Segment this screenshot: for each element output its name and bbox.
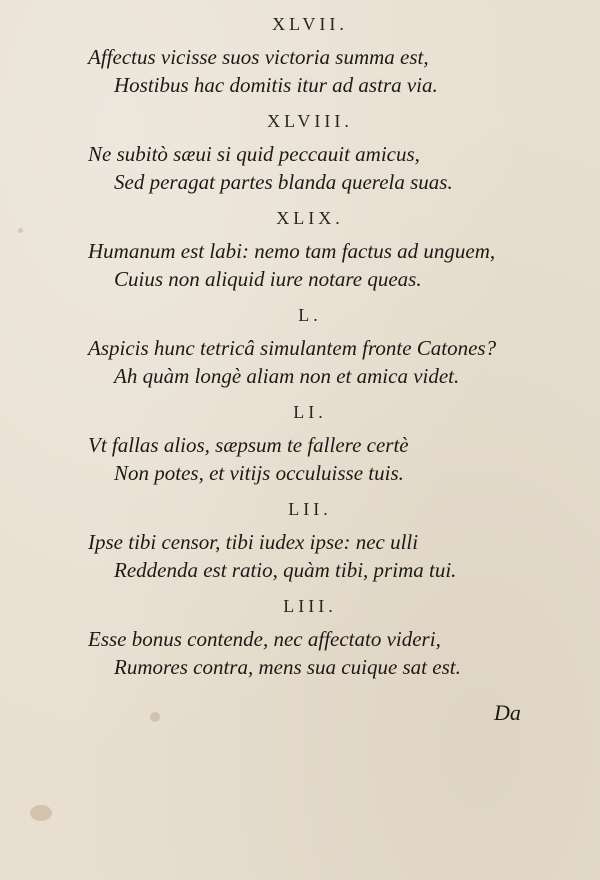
epigram-numeral: XLVIII. (267, 111, 353, 131)
catchword: Da (494, 700, 521, 725)
epigram-51 (0, 402, 600, 487)
verse-line: Esse bonus contende, nec affectato videri, (88, 627, 441, 651)
epigram-50 (0, 305, 600, 390)
foxing-spot (18, 228, 23, 233)
verse-line: Ipse tibi censor, tibi iudex ipse: nec ulli (88, 530, 419, 554)
verse-line: Ne subitò sæui si quid peccauit amicus, (88, 142, 420, 166)
epigram-49 (0, 208, 600, 293)
epigram-numeral: L. (298, 305, 322, 325)
verse-line: Aspicis hunc tetricâ simulantem fronte Catones? (88, 336, 497, 360)
verse-line: Sed peragat partes blanda querela suas. (114, 170, 453, 194)
verse-line: Reddenda est ratio, quàm tibi, prima tui. (114, 558, 457, 582)
epigram-numeral: XLVII. (272, 14, 348, 34)
epigram-48 (0, 111, 600, 196)
epigram-47 (0, 14, 600, 99)
epigram-53 (0, 596, 600, 681)
verse-line: Humanum est labi: nemo tam factus ad unguem, (88, 239, 496, 263)
verse-line: Rumores contra, mens sua cuique sat est. (114, 655, 461, 679)
epigram-numeral: LI. (293, 402, 327, 422)
verse-line: Hostibus hac domitis itur ad astra via. (114, 73, 438, 97)
epigram-numeral: XLIX. (276, 208, 344, 228)
foxing-spot (30, 805, 52, 821)
verse-line: Vt fallas alios, sæpsum te fallere certè (88, 433, 409, 457)
verse-line: Affectus vicisse suos victoria summa est, (88, 45, 429, 69)
epigram-numeral: LIII. (283, 596, 337, 616)
foxing-spot (150, 712, 160, 722)
epigram-numeral: LII. (288, 499, 332, 519)
verse-line: Cuius non aliquid iure notare queas. (114, 267, 422, 291)
epigram-52 (0, 499, 600, 584)
verse-line: Ah quàm longè aliam non et amica videt. (114, 364, 460, 388)
verse-line: Non potes, et vitijs occuluisse tuis. (114, 461, 404, 485)
